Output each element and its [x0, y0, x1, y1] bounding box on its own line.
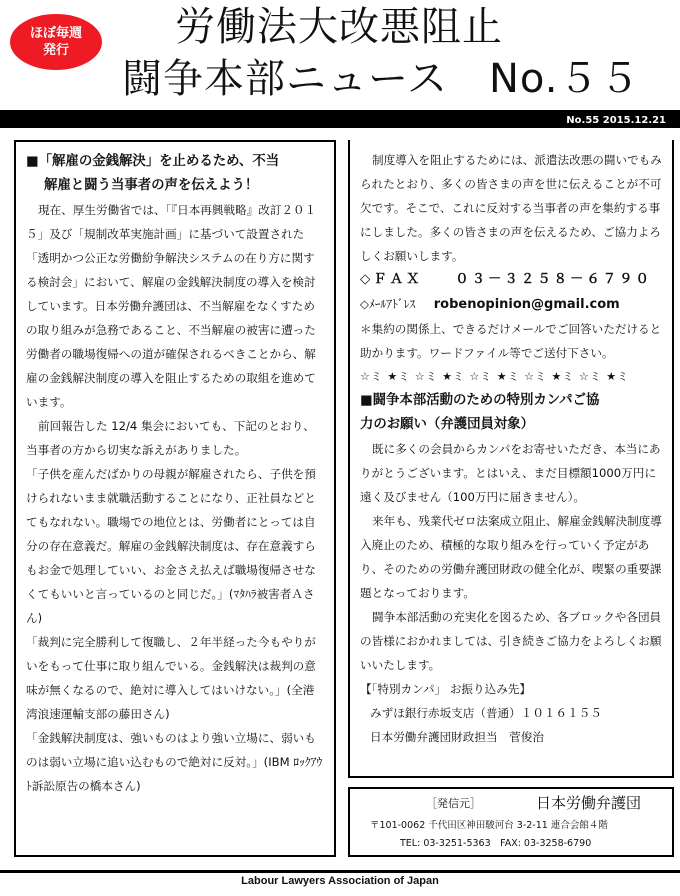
transfer-label: 【「特別カンパ」 お振り込み先】: [360, 682, 531, 696]
testimony-1: 「子供を産んだばかりの母親が解雇されたら、子供を預けられないまま就職活動することになり、正社員などとてもなれない。職場での地位とは、労働者にとっては自分の存在意義だ。解雇の金銭解決制度は、存在意義すらもお金で処理していい、お金さえ払えば職場復帰させなくてもいいと言っているのと同じだ。」(ﾏﾀﾊﾗ被害者Ａさん): [26, 467, 316, 625]
title-line2: 闘争本部ニュース No.５５: [122, 56, 641, 102]
bank-holder: 日本労働弁護団財政担当 菅俊治: [370, 730, 544, 744]
testimony-2: 「裁判に完全勝利して復職し、２年半経った今もやりがいをもって仕事に取り組んでいる。金銭解決は裁判の意味が無くなるので、絶対に導入してはいけない。」(全港湾浪速運輸支部の藤田さん): [26, 635, 316, 721]
footer-organization-name: Labour Lawyers Association of Japan: [241, 875, 439, 887]
star-divider: ☆ミ ★ミ ☆ミ ★ミ ☆ミ ★ミ ☆ミ ★ミ ☆ミ ★ミ: [360, 370, 630, 383]
fax-number: ◇ＦＡＸ ０３－３２５８－６７９０: [360, 272, 652, 287]
reply-note: ＊集約の関係上、できるだけメールでご回答いただけると助かります。ワードファイル等でご送付下さい。: [360, 322, 662, 360]
right-paragraph-1: 制度導入を阻止するためには、派遣法改悪の闘いでもみられたとおり、多くの皆さまの声を世に伝えることが不可欠です。そこで、これに反対する当事者の声を集約する事にしました。多くの皆さまの声を伝えるため、ご協力よろしくお願いします。: [360, 153, 662, 263]
sender-phone-fax: TEL: 03-3251-5363 FAX: 03-3258-6790: [400, 838, 592, 849]
issue-bar: [0, 114, 680, 128]
sender-label: ［発信元］: [426, 797, 481, 810]
weekly-badge: [10, 14, 102, 70]
right-heading-line2: 力のお願い（弁護団員対象）: [360, 417, 535, 432]
mail-address-link[interactable]: robenopinion@gmail.com: [433, 297, 620, 312]
left-paragraph-2: 前回報告した 12/4 集会においても、下記のとおり、当事者の方から切実な訴えがありました。: [26, 419, 315, 457]
left-heading: [26, 150, 324, 198]
sender-address: 〒101-0062 千代田区神田駿河台 3-2-11 連合会館４階: [370, 820, 608, 831]
right-heading: [360, 389, 662, 437]
right-paragraph-2: 既に多くの会員からカンパをお寄せいただき、本当にありがとうございます。とはいえ、まだ目標額1000万円に遠く及びません（100万円に届きません）。: [360, 442, 661, 504]
mail-label: ◇ﾒｰﾙｱﾄﾞﾚｽ: [360, 297, 416, 311]
footer-rule: [0, 870, 680, 873]
title-line1: 労働法大改悪阻止: [175, 4, 503, 50]
mail-row: [360, 292, 662, 317]
right-paragraph-3: 来年も、残業代ゼロ法案成立阻止、解雇金銭解決制度導入廃止のため、積極的な取り組みを行っていく予定があり、そのための労働弁護団財政の健全化が、喫緊の重要課題となっております。: [360, 514, 662, 600]
left-heading-line1: ■「解雇の金銭解決」を止めるため、不当: [26, 154, 280, 169]
issue-number-date: No.55 2015.12.21: [566, 115, 666, 126]
right-paragraph-4: 闘争本部活動の充実化を図るため、各ブロックや各団員の皆様におかれましては、引き続きご協力をよろしくお願いいたします。: [360, 610, 662, 672]
right-heading-line1: ■闘争本部活動のための特別カンパご協: [360, 393, 600, 408]
badge-line1: ほぼ毎週: [29, 26, 82, 41]
right-column: [348, 140, 674, 778]
sender-organization: 日本労働弁護団: [536, 794, 642, 812]
left-column: [14, 140, 336, 857]
badge-line2: 発行: [42, 43, 69, 58]
left-paragraph-1: 現在、厚生労働省では、「『日本再興戦略』改訂２０１５」及び「規制改革実施計画」に基づいて設置された「透明かつ公正な労働紛争解決システムの在り方に関する検討会」において、解雇の金銭解決制度の導入を検討しています。日本労働弁護団は、不当解雇をなくすための取り組みが急務であること、不当解雇の被害に遭った労働者の職場復帰への道が確保されるべきことから、解雇の金銭解決制度の導入を阻止するための取組を進めています。: [26, 203, 317, 409]
testimony-3: 「金銭解決制度は、強いものはより強い立場に、弱いものは弱い立場に追い込むもので絶対に反対。」(IBM ﾛｯｸｱｳﾄ訴訟原告の橋本さん): [26, 731, 323, 793]
bank-account: みずほ銀行赤坂支店（普通）１０１６１５５: [370, 706, 602, 720]
sender-box: [348, 787, 674, 857]
left-heading-line2: 解雇と闘う当事者の声を伝えよう！: [44, 178, 259, 193]
